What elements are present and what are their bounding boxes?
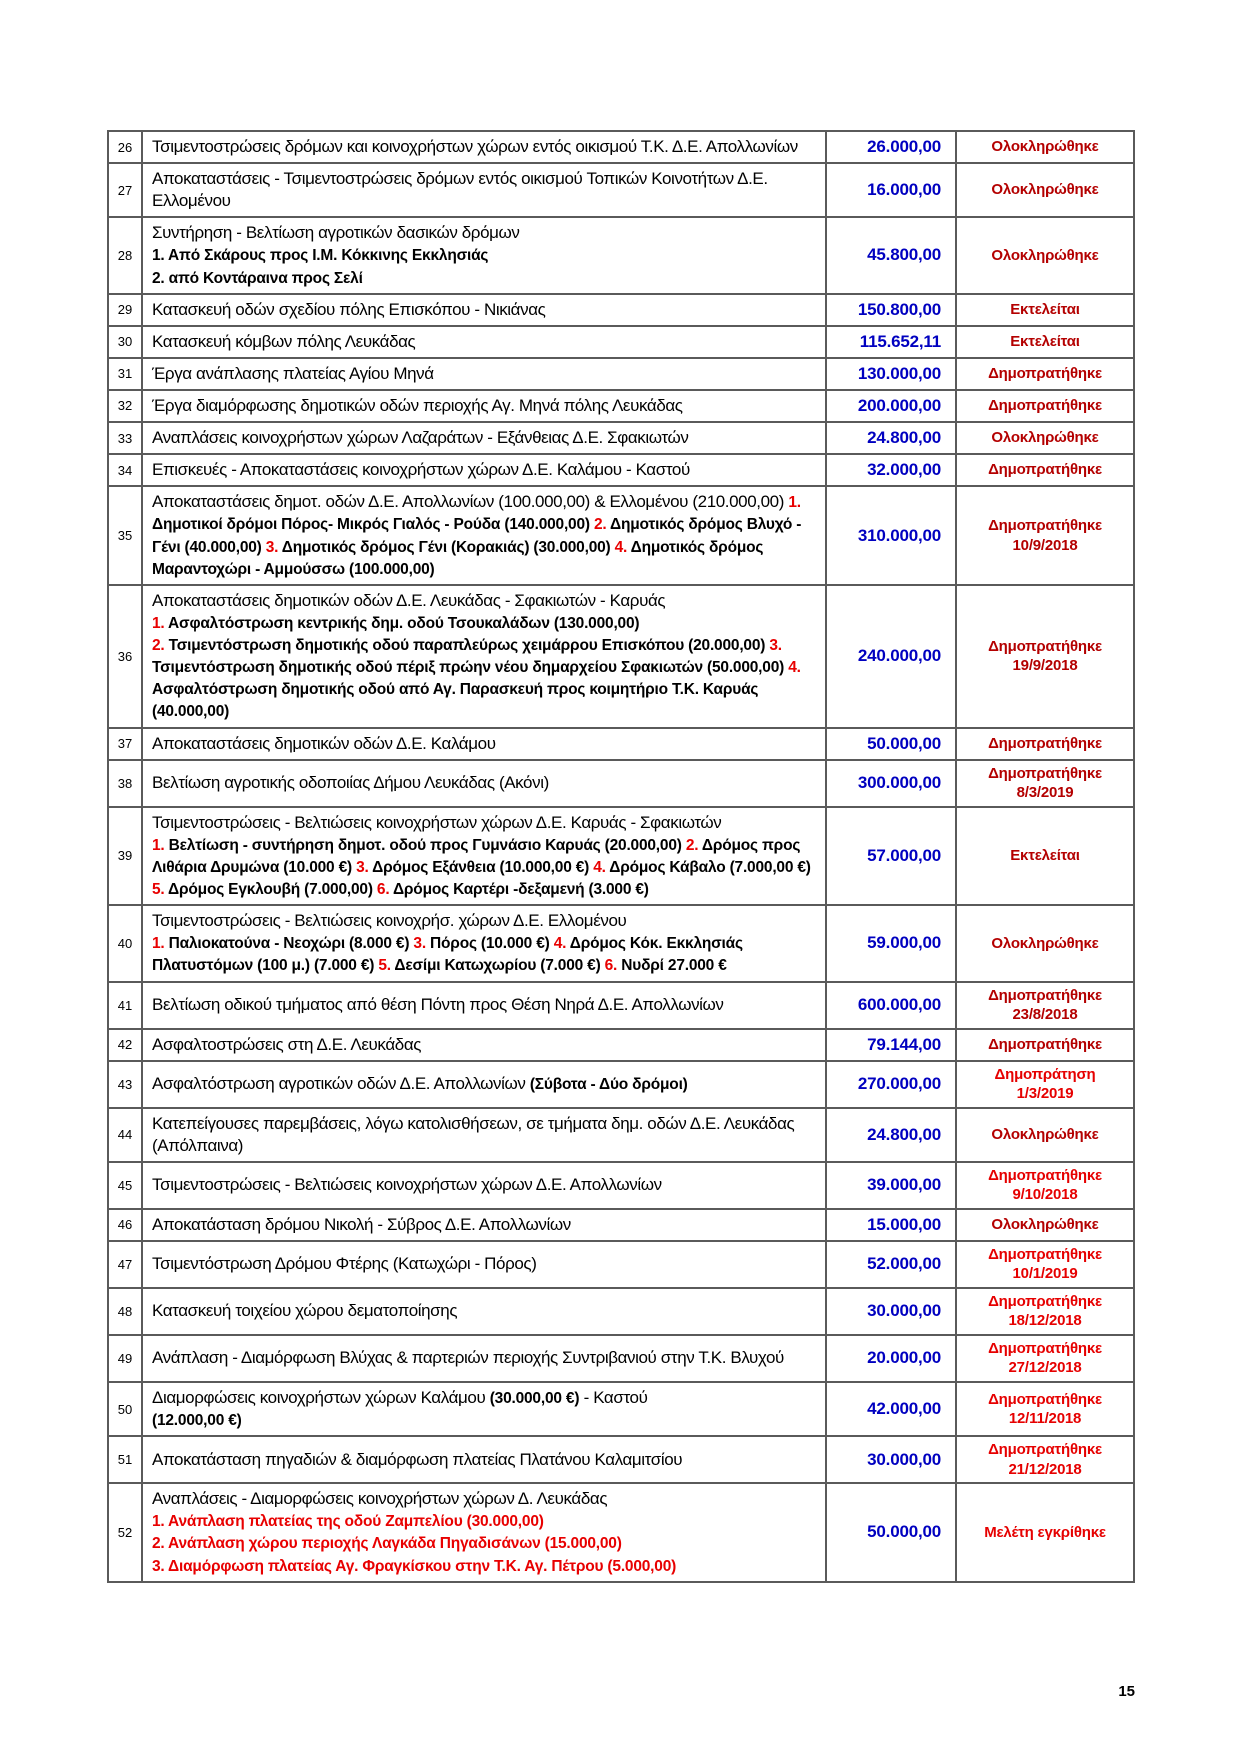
table-row <box>108 1029 1134 1061</box>
description-segment: Τσιμεντοστρώσεις - Βελτιώσεις κοινοχρήστων χώρων Δ.Ε. Καρυάς - Σφακιωτών <box>152 812 722 832</box>
status-line: Δημοπρατήθηκε <box>988 986 1102 1004</box>
table-row <box>108 1061 1134 1108</box>
status-line: 10/1/2019 <box>1012 1265 1078 1283</box>
status-line: 21/12/2018 <box>1008 1460 1082 1478</box>
table-row <box>108 982 1134 1029</box>
table-row <box>108 807 1134 906</box>
projects-table-body <box>108 131 1134 1582</box>
description-segment: Έργα διαμόρφωσης δημοτικών οδών περιοχής Αγ. Μηνά πόλης Λευκάδας <box>152 395 683 415</box>
table-row <box>108 422 1134 454</box>
table-row <box>108 1241 1134 1288</box>
status-cell <box>956 1162 1134 1209</box>
status-cell <box>956 760 1134 807</box>
amount-cell: 200.000,00 <box>826 390 956 422</box>
description-segment: 3. <box>413 935 426 953</box>
table-row <box>108 760 1134 807</box>
description-segment: Ασφαλτόστρωση κεντρικής δημ. οδού Τσουκαλάδων (130.000,00) <box>164 614 640 632</box>
row-number-cell: 38 <box>108 760 142 807</box>
description-cell <box>142 326 826 358</box>
description-segment: Δρόμος Καρτέρι -δεξαμενή (3.000 €) <box>389 881 649 899</box>
description-cell <box>142 585 826 728</box>
description-cell <box>142 982 826 1029</box>
description-segment: Τσιμεντόστρωση δημοτικής οδού παραπλεύρως χειμάρρου Επισκόπου (20.000,00) <box>164 637 770 655</box>
row-number-cell: 46 <box>108 1209 142 1241</box>
status-line: Εκτελείται <box>1010 300 1080 318</box>
description-segment: Τσιμεντοστρώσεις δρόμων και κοινοχρήστων χώρων εντός οικισμού Τ.Κ. Δ.Ε. Απολλωνίων <box>152 137 798 156</box>
amount-cell: 26.000,00 <box>826 131 956 163</box>
description-segment: Αναπλάσεις - Διαμορφώσεις κοινοχρήστων χώρων Δ. Λευκάδας <box>152 1489 608 1509</box>
description-cell <box>142 1209 826 1241</box>
description-cell <box>142 217 826 293</box>
description-segment: Αποκαταστάσεις δημοτικών οδών Δ.Ε. Λευκάδας - Σφακιωτών - Καρυάς <box>152 590 666 610</box>
description-segment: (30.000,00 €) <box>489 1389 580 1407</box>
description-segment: Δρόμος Κόκ. Εκκλησιάς Πλατυστόμων (100 μ.) (7.000 €) <box>152 935 743 975</box>
status-cell <box>956 454 1134 486</box>
description-cell <box>142 1382 826 1436</box>
amount-cell: 24.800,00 <box>826 1108 956 1162</box>
status-line: Δημοπρατήθηκε <box>988 1245 1102 1263</box>
status-line: Δημοπρατήθηκε <box>988 461 1102 479</box>
status-cell <box>956 1382 1134 1436</box>
description-cell <box>142 1483 826 1582</box>
description-cell <box>142 131 826 163</box>
status-line: 23/8/2018 <box>1012 1006 1078 1024</box>
description-segment: Δεσίμι Κατωχωρίου (7.000 €) <box>390 957 605 975</box>
row-number-cell: 51 <box>108 1436 142 1483</box>
description-cell <box>142 1108 826 1162</box>
description-segment: 3. <box>769 637 782 655</box>
description-segment: 6. <box>604 957 618 975</box>
description-cell <box>142 454 826 486</box>
description-segment: 3. Διαμόρφωση πλατείας Αγ. Φραγκίσκου στην Τ.Κ. Αγ. Πέτρου (5.000,00) <box>152 1557 677 1575</box>
status-line: Δημοπρατήθηκε <box>988 1035 1102 1053</box>
projects-table <box>107 130 1135 1583</box>
description-cell <box>142 486 826 585</box>
status-line: Δημοπρατήθηκε <box>988 397 1102 415</box>
page-number: 15 <box>1118 1683 1135 1700</box>
row-number-cell: 29 <box>108 294 142 326</box>
description-cell <box>142 760 826 807</box>
amount-cell: 59.000,00 <box>826 905 956 981</box>
description-segment: Ασφαλτόστρωση δημοτικής οδού από Αγ. Παρασκευή προς κοιμητήριο Τ.Κ. Καρυάς (40.000,00) <box>152 681 759 721</box>
description-segment: Τσιμεντόστρωση δημοτικής οδού πέριξ πρώην νέου δημαρχείου Σφακιωτών (50.000,00) <box>152 659 789 677</box>
amount-cell: 240.000,00 <box>826 585 956 728</box>
row-number-cell: 49 <box>108 1335 142 1382</box>
amount-cell: 16.000,00 <box>826 163 956 217</box>
description-cell <box>142 422 826 454</box>
status-line: 12/11/2018 <box>1008 1410 1082 1428</box>
amount-cell: 45.800,00 <box>826 217 956 293</box>
amount-cell: 79.144,00 <box>826 1029 956 1061</box>
status-line: Ολοκληρώθηκε <box>991 1216 1099 1234</box>
status-cell <box>956 358 1134 390</box>
status-line: Ολοκληρώθηκε <box>991 138 1099 156</box>
row-number-cell: 39 <box>108 807 142 906</box>
status-cell <box>956 217 1134 293</box>
table-row <box>108 1108 1134 1162</box>
amount-cell: 310.000,00 <box>826 486 956 585</box>
description-segment: Κατασκευή τοιχείου χώρου δεματοποίησης <box>152 1301 458 1321</box>
status-line: 27/12/2018 <box>1008 1359 1082 1377</box>
row-number-cell: 33 <box>108 422 142 454</box>
description-segment: Δρόμος Κάβαλο (7.000,00 €) <box>605 858 811 876</box>
description-segment: Συντήρηση - Βελτίωση αγροτικών δασικών δρόμων <box>152 223 520 243</box>
description-segment: 4. <box>614 538 628 556</box>
row-number-cell: 32 <box>108 390 142 422</box>
amount-cell: 24.800,00 <box>826 422 956 454</box>
status-cell <box>956 1335 1134 1382</box>
description-cell <box>142 728 826 760</box>
description-segment: (Σύβοτα - Δύο δρόμοι) <box>529 1076 688 1094</box>
description-segment: 4. <box>553 935 567 953</box>
row-number-cell: 35 <box>108 486 142 585</box>
status-line: Ολοκληρώθηκε <box>991 246 1099 264</box>
description-segment: 4. <box>788 659 801 677</box>
table-row <box>108 585 1134 728</box>
description-segment: Διαμορφώσεις κοινοχρήστων χώρων Καλάμου <box>152 1387 490 1407</box>
amount-cell: 115.652,11 <box>826 326 956 358</box>
status-line: Δημοπράτηση <box>994 1065 1096 1083</box>
description-cell <box>142 1241 826 1288</box>
description-segment: Κατεπείγουσες παρεμβάσεις, λόγω κατολισθήσεων, σε τμήματα δημ. οδών Δ.Ε. Λευκάδας (Απόλπαινα) <box>152 1113 795 1155</box>
description-segment: 3. <box>356 858 369 876</box>
amount-cell: 50.000,00 <box>826 1483 956 1582</box>
status-cell <box>956 905 1134 981</box>
row-number-cell: 45 <box>108 1162 142 1209</box>
description-segment: 1. <box>152 935 165 953</box>
description-segment: Δημοτικός δρόμος Γένι (Κορακιάς) (30.000,00) <box>278 538 615 556</box>
description-segment: Αποκατάσταση δρόμου Νικολή - Σύβρος Δ.Ε. Απολλωνίων <box>152 1214 571 1234</box>
status-cell <box>956 1483 1134 1582</box>
description-segment: Δρόμος προς Λιθάρια Δρυμώνα (10.000 €) <box>152 836 801 876</box>
status-cell <box>956 1209 1134 1241</box>
row-number-cell: 42 <box>108 1029 142 1061</box>
amount-cell: 150.800,00 <box>826 294 956 326</box>
description-cell <box>142 807 826 906</box>
description-segment: Δημοτικός δρόμος Βλυχό - Γένι (40.000,00) <box>152 516 802 556</box>
description-segment: Βελτίωση αγροτικής οδοποιίας Δήμου Λευκάδας (Ακόνι) <box>152 773 549 793</box>
description-segment: Δημοτικός δρόμος Μαραντοχώρι - Αμμούσσω (100.000,00) <box>152 538 764 578</box>
status-cell <box>956 1241 1134 1288</box>
status-line: Δημοπρατήθηκε <box>988 764 1102 782</box>
status-cell <box>956 326 1134 358</box>
description-segment: 2. <box>685 836 699 854</box>
description-segment: (12.000,00 €) <box>152 1412 242 1430</box>
description-segment: Βελτίωση - συντήρηση δημοτ. οδού προς Γυμνάσιο Καρυάς (20.000,00) <box>164 836 686 854</box>
table-row <box>108 1209 1134 1241</box>
status-cell <box>956 294 1134 326</box>
description-segment: Αποκαταστάσεις - Τσιμεντοστρώσεις δρόμων εντός οικισμού Τοπικών Κοινοτήτων Δ.Ε. Ελλομένου <box>152 169 768 211</box>
description-segment: Δρόμος Εξάνθεια (10.000,00 €) <box>368 858 594 876</box>
amount-cell: 15.000,00 <box>826 1209 956 1241</box>
table-row <box>108 326 1134 358</box>
description-segment: Αποκαταστάσεις δημοτ. οδών Δ.Ε. Απολλωνίων (100.000,00) & Ελλομένου (210.000,00) <box>152 492 789 512</box>
status-line: Μελέτη εγκρίθηκε <box>984 1523 1106 1541</box>
description-cell <box>142 294 826 326</box>
description-cell <box>142 163 826 217</box>
description-segment: 1. <box>152 836 165 854</box>
row-number-cell: 41 <box>108 982 142 1029</box>
status-line: Ολοκληρώθηκε <box>991 934 1099 952</box>
description-cell <box>142 1436 826 1483</box>
status-line: 1/3/2019 <box>1016 1085 1074 1103</box>
status-line: 10/9/2018 <box>1012 536 1078 554</box>
amount-cell: 20.000,00 <box>826 1335 956 1382</box>
status-line: Δημοπρατήθηκε <box>988 1339 1102 1357</box>
description-segment: 2. <box>593 516 607 534</box>
amount-cell: 57.000,00 <box>826 807 956 906</box>
table-row <box>108 728 1134 760</box>
status-cell <box>956 1029 1134 1061</box>
amount-cell: 600.000,00 <box>826 982 956 1029</box>
status-line: 18/12/2018 <box>1008 1312 1082 1330</box>
description-segment: Νυδρί 27.000 € <box>617 957 727 975</box>
description-segment: Ασφαλτοστρώσεις στη Δ.Ε. Λευκάδας <box>152 1034 422 1054</box>
description-cell <box>142 358 826 390</box>
description-segment: Έργα ανάπλασης πλατείας Αγίου Μηνά <box>152 363 434 383</box>
row-number-cell: 28 <box>108 217 142 293</box>
status-line: Ολοκληρώθηκε <box>991 1126 1099 1143</box>
amount-cell: 270.000,00 <box>826 1061 956 1108</box>
status-cell <box>956 807 1134 906</box>
description-segment: Βελτίωση οδικού τμήματος από θέση Πόντη προς Θέση Νηρά Δ.Ε. Απολλωνίων <box>152 995 724 1015</box>
status-line: Δημοπρατήθηκε <box>988 734 1102 752</box>
description-segment: Αποκαταστάσεις δημοτικών οδών Δ.Ε. Καλάμου <box>152 733 496 753</box>
amount-cell: 39.000,00 <box>826 1162 956 1209</box>
row-number-cell: 37 <box>108 728 142 760</box>
description-segment: Αποκατάσταση πηγαδιών & διαμόρφωση πλατείας Πλατάνου Καλαμιτσίου <box>152 1449 683 1469</box>
table-row <box>108 1382 1134 1436</box>
description-cell <box>142 1288 826 1335</box>
table-row <box>108 1335 1134 1382</box>
amount-cell: 50.000,00 <box>826 728 956 760</box>
description-cell <box>142 1335 826 1382</box>
description-segment: Αναπλάσεις κοινοχρήστων χώρων Λαζαράτων - Εξάνθειας Δ.Ε. Σφακιωτών <box>152 428 689 448</box>
status-line: Εκτελείται <box>1010 847 1080 865</box>
status-line: Δημοπρατήθηκε <box>988 517 1102 534</box>
status-line: 19/9/2018 <box>1012 657 1078 675</box>
table-row <box>108 486 1134 585</box>
status-cell <box>956 728 1134 760</box>
table-row <box>108 358 1134 390</box>
row-number-cell: 36 <box>108 585 142 728</box>
description-segment: 1. <box>788 494 801 512</box>
row-number-cell: 40 <box>108 905 142 981</box>
row-number-cell: 47 <box>108 1241 142 1288</box>
amount-cell: 300.000,00 <box>826 760 956 807</box>
amount-cell: 30.000,00 <box>826 1436 956 1483</box>
amount-cell: 42.000,00 <box>826 1382 956 1436</box>
status-cell <box>956 390 1134 422</box>
description-cell <box>142 1029 826 1061</box>
status-line: Δημοπρατήθηκε <box>988 1166 1102 1184</box>
status-cell <box>956 1061 1134 1108</box>
amount-cell: 32.000,00 <box>826 454 956 486</box>
description-cell <box>142 390 826 422</box>
row-number-cell: 43 <box>108 1061 142 1108</box>
status-line: Δημοπρατήθηκε <box>988 365 1102 383</box>
table-row <box>108 1436 1134 1483</box>
description-cell <box>142 1061 826 1108</box>
status-cell <box>956 486 1134 585</box>
description-segment: Πόρος (10.000 €) <box>425 935 554 953</box>
status-cell <box>956 163 1134 217</box>
description-segment: 1. <box>152 614 165 632</box>
row-number-cell: 44 <box>108 1108 142 1162</box>
status-line: Ολοκληρώθηκε <box>991 429 1099 447</box>
row-number-cell: 31 <box>108 358 142 390</box>
status-cell <box>956 131 1134 163</box>
status-line: Δημοπρατήθηκε <box>988 1292 1102 1310</box>
description-segment: Κατασκευή οδών σχεδίου πόλης Επισκόπου - Νικιάνας <box>152 299 546 319</box>
status-cell <box>956 982 1134 1029</box>
description-segment: Παλιοκατούνα - Νεοχώρι (8.000 €) <box>164 935 414 953</box>
status-cell <box>956 585 1134 728</box>
description-cell <box>142 905 826 981</box>
description-segment: - Καστού <box>579 1387 648 1407</box>
row-number-cell: 27 <box>108 163 142 217</box>
amount-cell: 30.000,00 <box>826 1288 956 1335</box>
table-row <box>108 454 1134 486</box>
status-cell <box>956 1108 1134 1162</box>
table-row <box>108 1288 1134 1335</box>
row-number-cell: 52 <box>108 1483 142 1582</box>
description-segment: Τσιμεντοστρώσεις - Βελτιώσεις κοινοχρήσ. χώρων Δ.Ε. Ελλομένου <box>152 911 627 931</box>
description-segment: Δημοτικοί δρόμοι Πόρος- Μικρός Γιαλός - Ρούδα (140.000,00) <box>152 516 594 534</box>
status-line: Δημοπρατήθηκε <box>988 1390 1102 1408</box>
row-number-cell: 48 <box>108 1288 142 1335</box>
status-line: 8/3/2019 <box>1016 784 1074 802</box>
description-segment: Ανάπλαση - Διαμόρφωση Βλύχας & παρτεριών περιοχής Συντριβανιού στην Τ.Κ. Βλυχού <box>152 1348 784 1368</box>
description-cell <box>142 1162 826 1209</box>
status-line: Εκτελείται <box>1010 333 1080 351</box>
description-segment: 5. <box>152 881 165 899</box>
description-segment: 1. Από Σκάρους προς Ι.Μ. Κόκκινης Εκκλησιάς <box>152 247 489 265</box>
description-segment: Κατασκευή κόμβων πόλης Λευκάδας <box>152 331 416 351</box>
description-segment: 2. Ανάπλαση χώρου περιοχής Λαγκάδα Πηγαδισάνων (15.000,00) <box>152 1535 622 1553</box>
status-line: 9/10/2018 <box>1012 1186 1078 1204</box>
status-cell <box>956 422 1134 454</box>
description-segment: Δρόμος Εγκλουβή (7.000,00) <box>164 881 377 899</box>
description-segment: 3. <box>265 538 279 556</box>
table-row <box>108 217 1134 293</box>
amount-cell: 130.000,00 <box>826 358 956 390</box>
description-segment: 1. Ανάπλαση πλατείας της οδού Ζαμπελίου (30.000,00) <box>152 1513 544 1531</box>
row-number-cell: 30 <box>108 326 142 358</box>
table-row <box>108 905 1134 981</box>
status-line: Δημοπρατήθηκε <box>988 1441 1102 1459</box>
description-segment: 2. <box>152 637 165 655</box>
row-number-cell: 34 <box>108 454 142 486</box>
status-line: Δημοπρατήθηκε <box>988 637 1102 655</box>
table-row <box>108 163 1134 217</box>
description-segment: Επισκευές - Αποκαταστάσεις κοινοχρήστων χώρων Δ.Ε. Καλάμου - Καστού <box>152 460 690 480</box>
description-segment: Τσιμεντοστρώσεις - Βελτιώσεις κοινοχρήστων χώρων Δ.Ε. Απολλωνίων <box>152 1175 662 1195</box>
table-row <box>108 390 1134 422</box>
row-number-cell: 26 <box>108 131 142 163</box>
row-number-cell: 50 <box>108 1382 142 1436</box>
status-line: Ολοκληρώθηκε <box>991 181 1099 199</box>
table-row <box>108 1162 1134 1209</box>
description-segment: 5. <box>378 957 391 975</box>
description-segment: 4. <box>593 858 606 876</box>
amount-cell: 52.000,00 <box>826 1241 956 1288</box>
table-row <box>108 294 1134 326</box>
status-cell <box>956 1436 1134 1483</box>
table-row <box>108 1483 1134 1582</box>
description-segment: Ασφαλτόστρωση αγροτικών οδών Δ.Ε. Απολλωνίων <box>152 1074 530 1094</box>
table-row <box>108 131 1134 163</box>
description-segment: 2. από Κοντάραινα προς Σελί <box>152 269 363 287</box>
description-segment: 6. <box>376 881 390 899</box>
description-segment: Τσιμεντόστρωση Δρόμου Φτέρης (Κατωχώρι - Πόρος) <box>152 1254 537 1274</box>
status-cell <box>956 1288 1134 1335</box>
